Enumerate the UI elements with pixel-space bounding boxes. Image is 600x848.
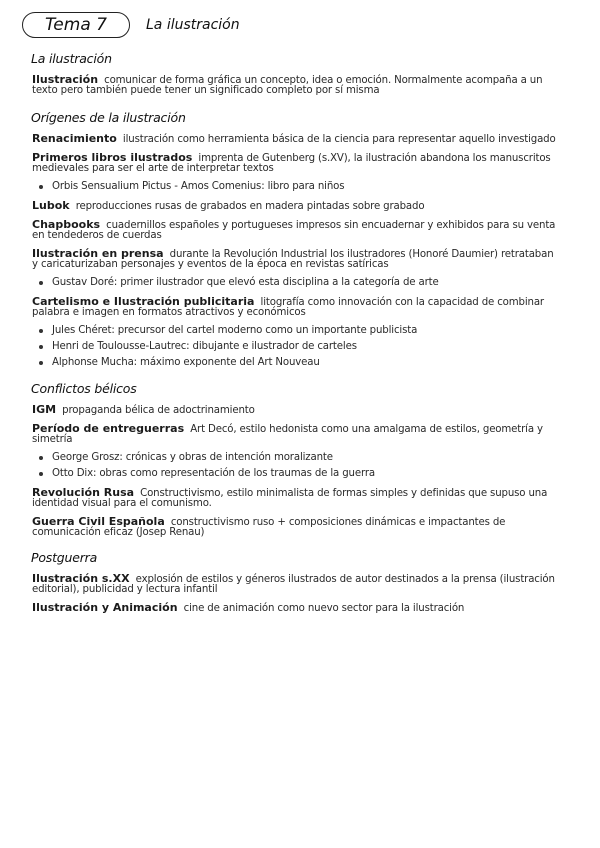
paragraph	[32, 75, 560, 96]
bullet-list	[32, 179, 560, 195]
list-item: George Grosz: crónicas y obras de intención moralizante	[32, 450, 560, 466]
paragraph	[32, 488, 560, 509]
definition: explosión de estilos y géneros ilustrados de autor destinados a la prensa (ilustración editorial), publicidad y lectura infantil	[32, 574, 555, 595]
section-heading: Orígenes de la ilustración	[31, 110, 186, 125]
definition: cine de animación como nuevo sector para la ilustración	[183, 603, 465, 614]
list-item: Gustav Doré: primer ilustrador que elevó esta disciplina a la categoría de arte	[32, 275, 560, 291]
bullet-list	[32, 275, 560, 291]
term: Revolución Rusa	[32, 486, 135, 499]
term: Primeros libros ilustrados	[32, 151, 193, 164]
definition: imprenta de Gutenberg (s.XV), la ilustración abandona los manuscritos medievales para ser el arte de interpretar textos	[32, 153, 551, 174]
definition: reproducciones rusas de grabados en madera pintadas sobre grabado	[75, 201, 425, 212]
paragraph	[32, 153, 560, 174]
section-heading: La ilustración	[31, 51, 112, 66]
topic-tag: Tema 7	[22, 12, 130, 38]
term: Período de entreguerras	[32, 422, 185, 435]
term: Renacimiento	[32, 132, 117, 145]
definition: Constructivismo, estilo minimalista de formas simples y definidas que supuso una identidad visual para el comunismo.	[32, 488, 548, 509]
list-item: Alphonse Mucha: máximo exponente del Art Nouveau	[32, 355, 560, 371]
list-item: Jules Chéret: precursor del cartel moderno como un importante publicista	[32, 323, 560, 339]
paragraph	[32, 405, 560, 416]
definition: comunicar de forma gráfica un concepto, idea o emoción. Normalmente acompaña a un texto pero también puede tener un significado completo por sí misma	[32, 75, 543, 96]
bullet-list	[32, 450, 560, 482]
term: Ilustración	[32, 73, 99, 86]
paragraph	[32, 603, 560, 614]
paragraph	[32, 574, 560, 595]
definition: propaganda bélica de adoctrinamiento	[62, 405, 255, 416]
term: IGM	[32, 403, 57, 416]
header	[22, 12, 240, 38]
definition: cuadernillos españoles y portugueses impresos sin encuadernar y exhibidos para su venta en tendederos de cuerdas	[32, 220, 556, 241]
definition: ilustración como herramienta básica de la ciencia para representar aquello investigado	[122, 134, 556, 145]
paragraph	[32, 249, 560, 270]
page-title: La ilustración	[146, 17, 240, 33]
list-item: Otto Dix: obras como representación de los traumas de la guerra	[32, 466, 560, 482]
term: Ilustración s.XX	[32, 572, 130, 585]
section-heading: Conflictos bélicos	[31, 381, 137, 396]
list-item: Orbis Sensualium Pictus - Amos Comenius: libro para niños	[32, 179, 560, 195]
paragraph	[32, 220, 560, 241]
paragraph	[32, 297, 560, 318]
definition: constructivismo ruso + composiciones dinámicas e impactantes de comunicación eficaz (Josep Renau)	[32, 517, 506, 538]
paragraph	[32, 424, 560, 445]
definition: Art Decó, estilo hedonista como una amalgama de estilos, geometría y simetría	[32, 424, 543, 445]
paragraph	[32, 517, 560, 538]
section-heading: Postguerra	[31, 550, 98, 565]
term: Ilustración y Animación	[32, 601, 178, 614]
paragraph	[32, 201, 560, 212]
definition: durante la Revolución Industrial los ilustradores (Honoré Daumier) retrataban y caricaturizaban personajes y eventos de la época en revistas satíricas	[32, 249, 554, 270]
term: Cartelismo e Ilustración publicitaria	[32, 295, 255, 308]
paragraph	[32, 134, 560, 145]
term: Guerra Civil Española	[32, 515, 165, 528]
term: Ilustración en prensa	[32, 247, 164, 260]
document-body	[32, 51, 560, 622]
term: Lubok	[32, 199, 70, 212]
term: Chapbooks	[32, 218, 101, 231]
definition: litografía como innovación con la capacidad de combinar palabra e imagen en formatos atractivos y económicos	[32, 297, 544, 318]
list-item: Henri de Toulousse-Lautrec: dibujante e ilustrador de carteles	[32, 339, 560, 355]
bullet-list	[32, 323, 560, 371]
